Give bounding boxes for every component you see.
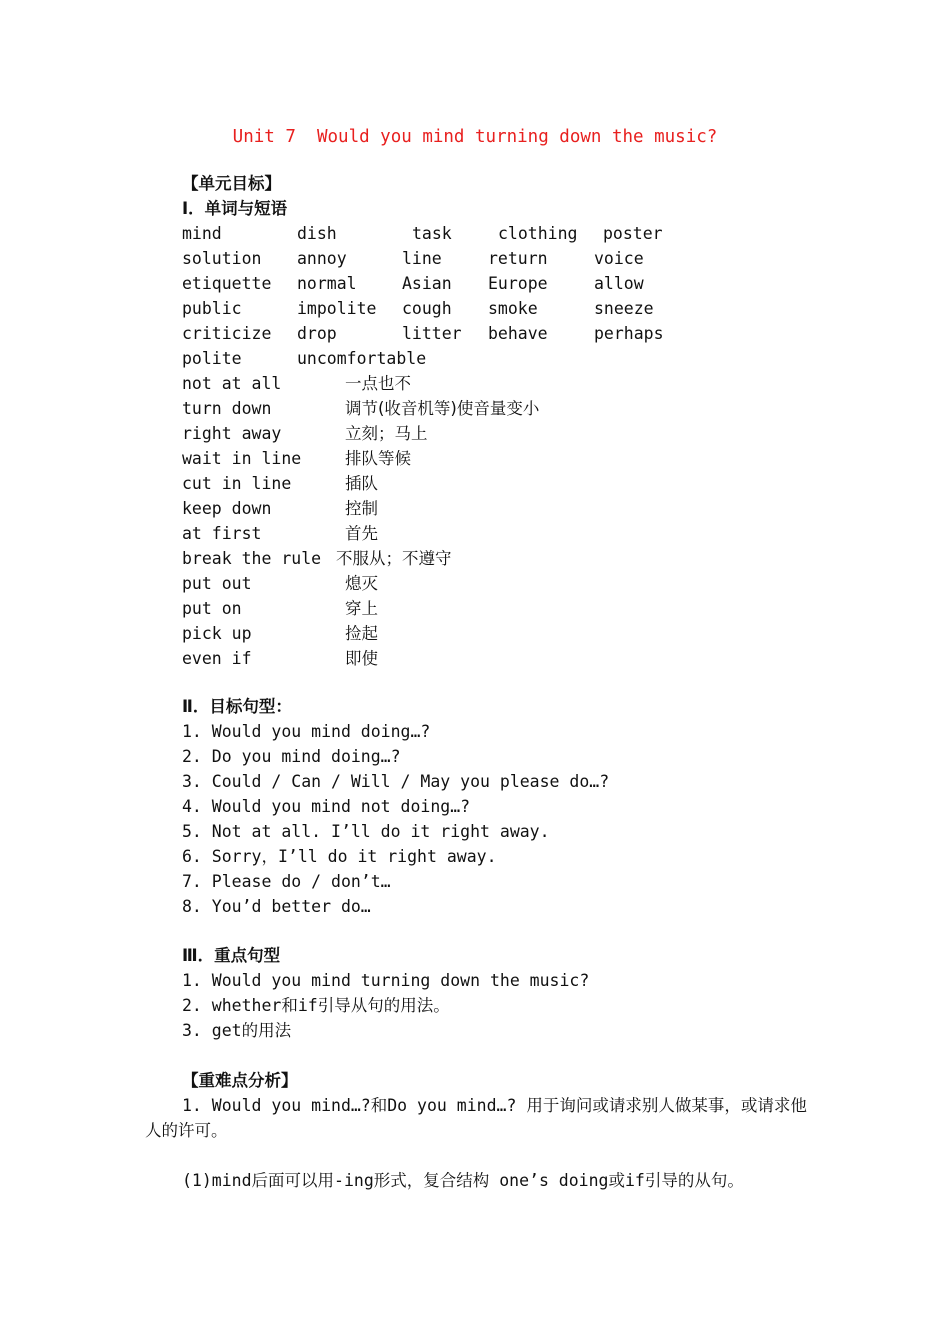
word: impolite (297, 299, 377, 318)
analysis-paragraph: (1)mind后面可以用-ing形式，复合结构 one’s doing或if引导的从句。 (182, 1171, 744, 1190)
phrase-row (182, 396, 782, 421)
word: task (412, 224, 452, 243)
phrase-row (182, 496, 782, 521)
phrase-cn: 调节(收音机等)使音量变小 (345, 399, 540, 418)
word-row (182, 221, 782, 246)
phrase-en: turn down (182, 399, 272, 418)
phrase-en: pick up (182, 624, 252, 643)
phrase-cn: 捡起 (345, 624, 378, 643)
word-row (182, 296, 782, 321)
word: return (488, 249, 548, 268)
word: criticize (182, 324, 272, 343)
phrase-en: even if (182, 649, 252, 668)
phrase-en: put on (182, 599, 242, 618)
unit-title: Unit 7 Would you mind turning down the music? (232, 127, 718, 147)
list-item: 2. whether和if引导从句的用法。 (182, 996, 450, 1015)
vocabulary-heading: Ⅰ．单词与短语 (182, 199, 288, 218)
list-item: 2. Do you mind doing…? (182, 747, 401, 766)
phrase-row (182, 621, 782, 646)
word: voice (594, 249, 644, 268)
analysis-heading: 【重难点分析】 (182, 1071, 298, 1090)
list-item: 7. Please do / don’t… (182, 872, 391, 891)
phrase-cn: 立刻；马上 (345, 424, 428, 443)
word-row (182, 246, 782, 271)
word: poster (603, 224, 663, 243)
phrase-en: wait in line (182, 449, 302, 468)
phrase-en: right away (182, 424, 282, 443)
list-item: 3. Could / Can / Will / May you please do…? (182, 772, 610, 791)
word: solution (182, 249, 262, 268)
word: public (182, 299, 242, 318)
phrase-cn: 穿上 (345, 599, 378, 618)
word: etiquette (182, 274, 272, 293)
phrase-cn: 首先 (345, 524, 378, 543)
phrase-cn: 不服从；不遵守 (336, 549, 452, 568)
word: annoy (297, 249, 347, 268)
word: drop (297, 324, 337, 343)
phrase-en: at first (182, 524, 262, 543)
analysis-paragraph: 1. Would you mind…?和Do you mind…? 用于询问或请求别人做某事，或请求他人的许可。 (145, 1096, 807, 1140)
word: litter (402, 324, 462, 343)
word: mind (182, 224, 222, 243)
phrase-row (182, 571, 782, 596)
phrase-en: not at all (182, 374, 282, 393)
list-item: 1. Would you mind doing…? (182, 722, 431, 741)
phrase-row (182, 546, 782, 571)
phrase-cn: 即使 (345, 649, 378, 668)
target-sentences-heading: Ⅱ．目标句型： (182, 697, 292, 716)
word: allow (594, 274, 644, 293)
word: Asian (402, 274, 452, 293)
phrase-row (182, 521, 782, 546)
phrase-en: break the rule (182, 549, 322, 568)
list-item: 3. get的用法 (182, 1021, 292, 1040)
word: line (402, 249, 442, 268)
word: uncomfortable (297, 349, 427, 368)
word-row (182, 271, 782, 296)
phrase-en: keep down (182, 499, 272, 518)
word: behave (488, 324, 548, 343)
key-sentences-heading: Ⅲ．重点句型 (182, 946, 281, 965)
word: polite (182, 349, 242, 368)
word: Europe (488, 274, 548, 293)
word-row (182, 346, 782, 371)
list-item: 8. You’d better do… (182, 897, 371, 916)
list-item: 1. Would you mind turning down the music? (182, 971, 590, 990)
phrase-row (182, 446, 782, 471)
phrase-cn: 控制 (345, 499, 378, 518)
phrase-row (182, 471, 782, 496)
phrase-cn: 排队等候 (345, 449, 411, 468)
list-item: 6. Sorry，I’ll do it right away. (182, 847, 497, 866)
phrase-en: cut in line (182, 474, 292, 493)
word: sneeze (594, 299, 654, 318)
objectives-heading: 【单元目标】 (182, 174, 281, 193)
phrase-cn: 熄灭 (345, 574, 378, 593)
word: normal (297, 274, 357, 293)
phrase-cn: 一点也不 (345, 374, 411, 393)
list-item: 4. Would you mind not doing…? (182, 797, 471, 816)
phrase-row (182, 646, 782, 671)
word: clothing (498, 224, 578, 243)
phrase-en: put out (182, 574, 252, 593)
phrase-row (182, 371, 782, 396)
word: smoke (488, 299, 538, 318)
phrase-row (182, 421, 782, 446)
phrase-cn: 插队 (345, 474, 378, 493)
word-row (182, 321, 782, 346)
phrase-row (182, 596, 782, 621)
list-item: 5. Not at all. I’ll do it right away. (182, 822, 550, 841)
word: perhaps (594, 324, 664, 343)
word: dish (297, 224, 337, 243)
word: cough (402, 299, 452, 318)
